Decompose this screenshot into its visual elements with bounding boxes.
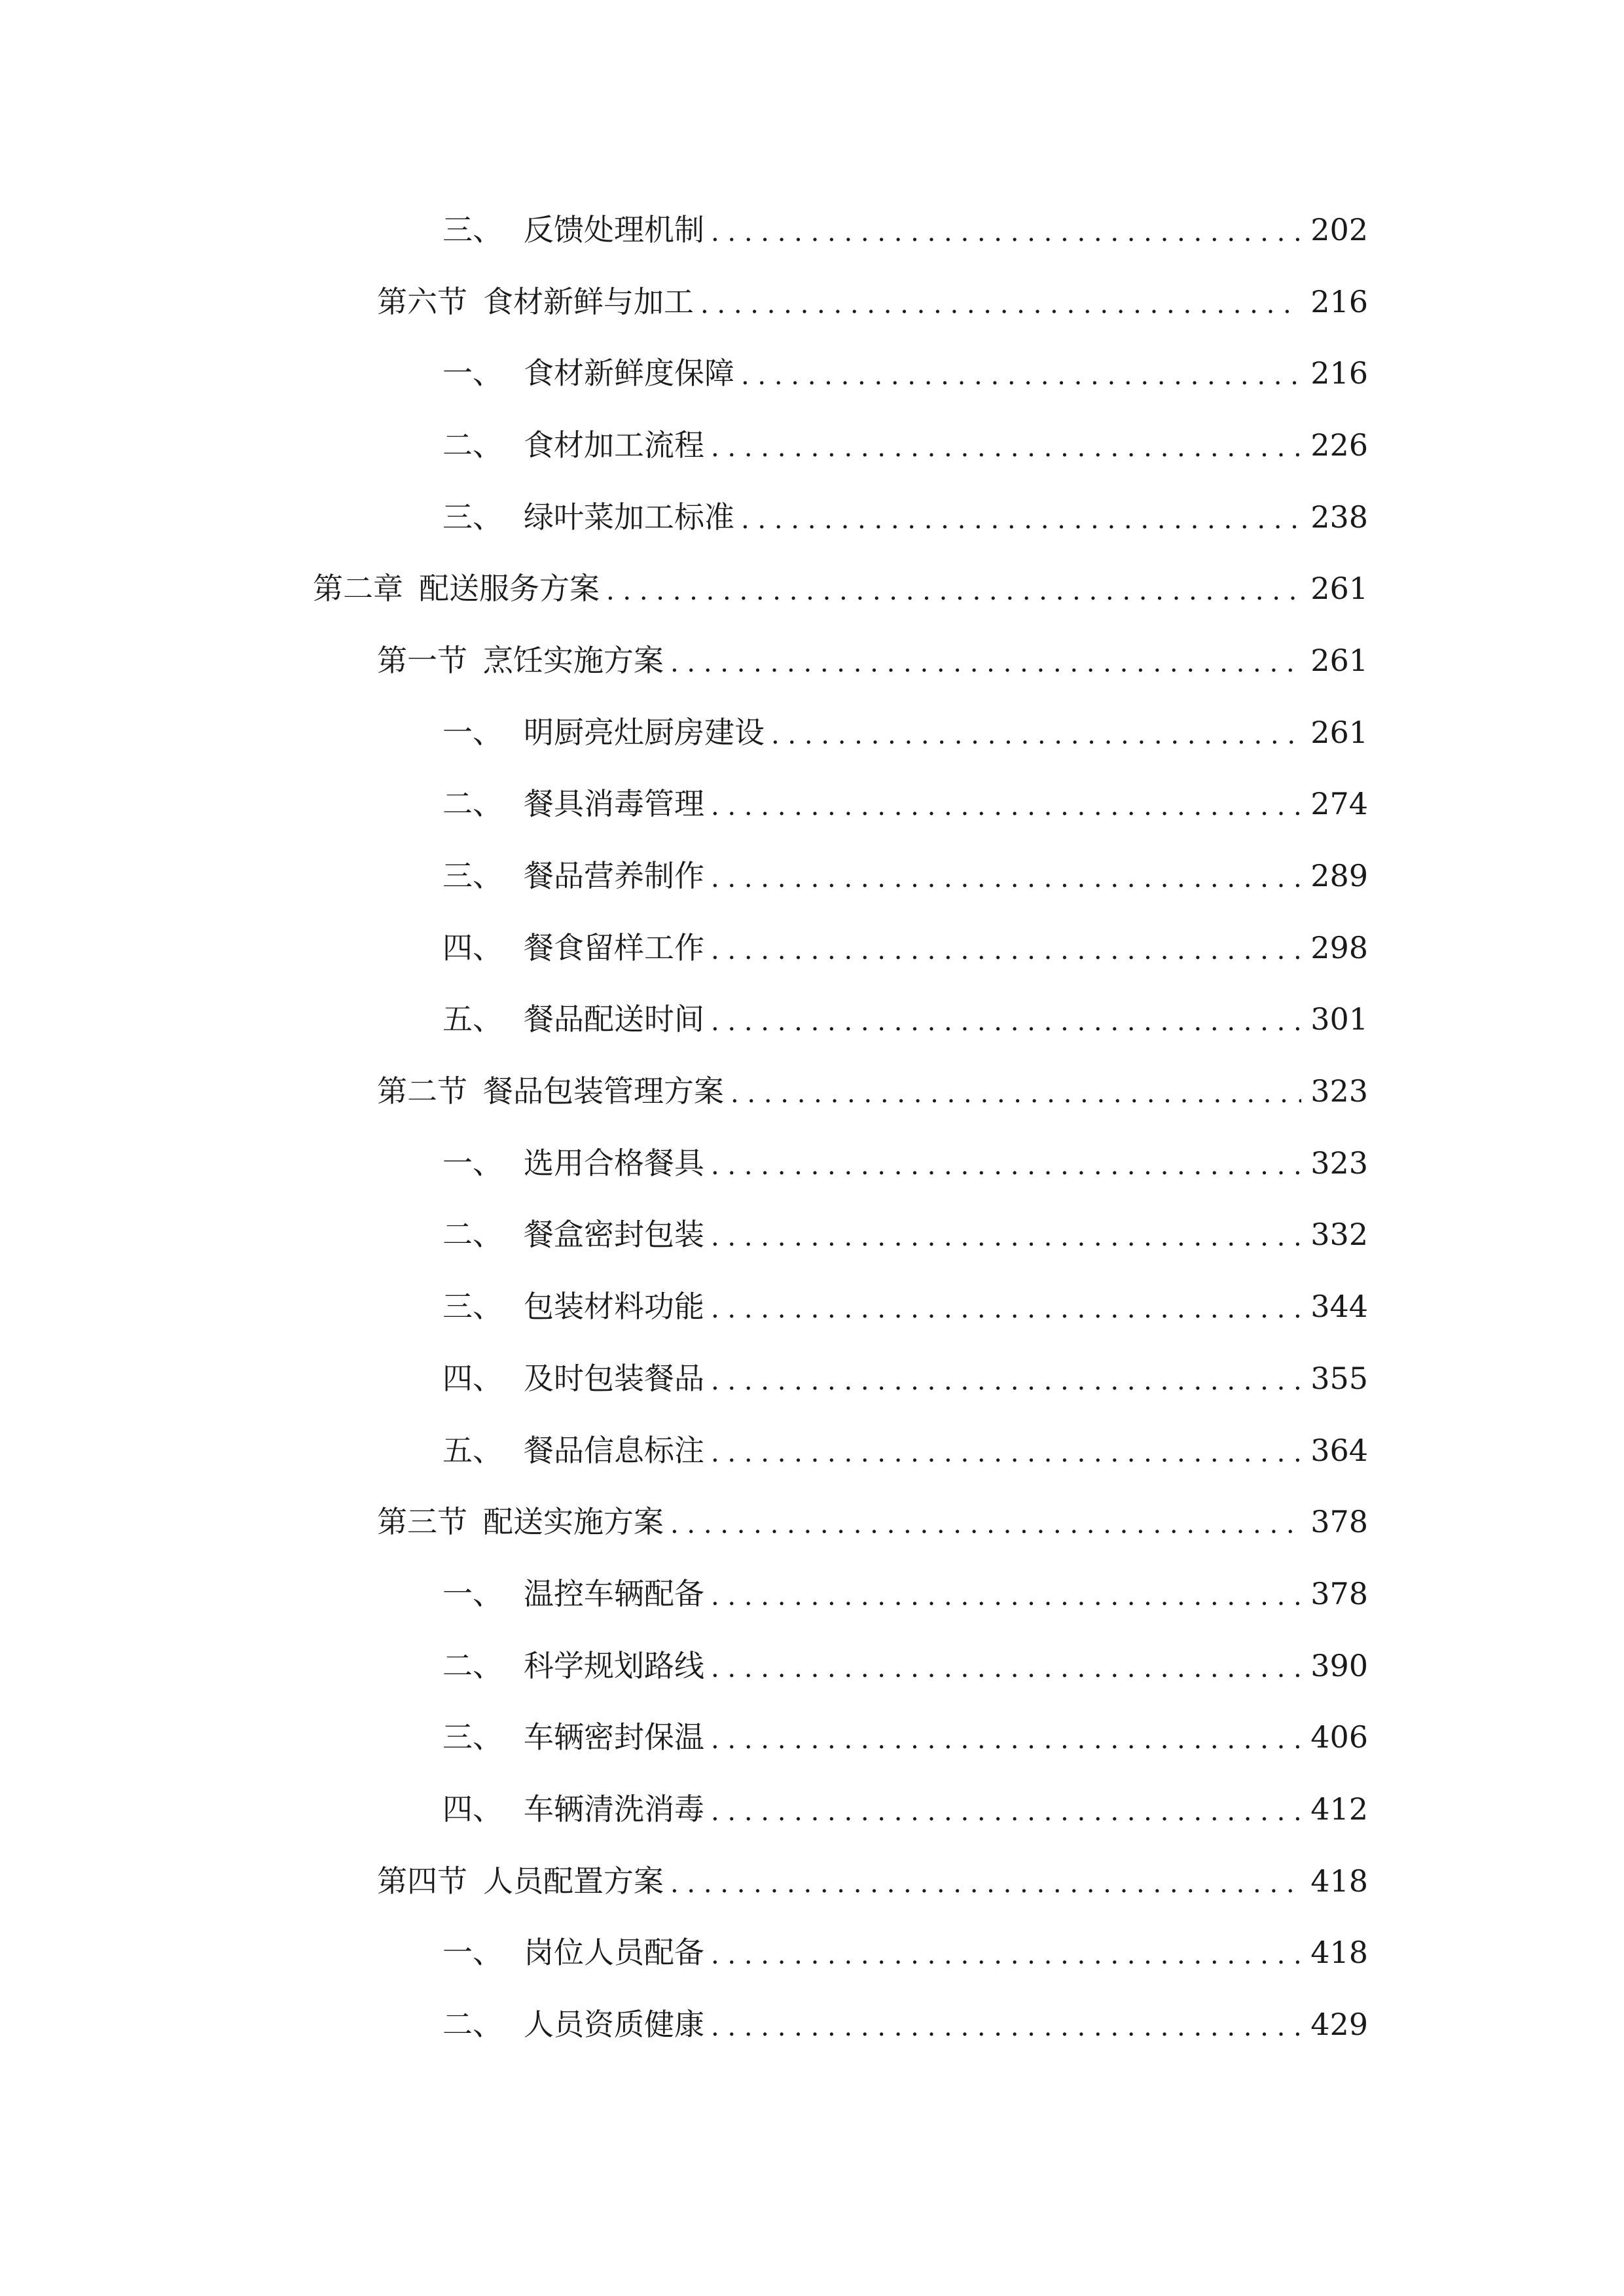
toc-entry-page-number: 323: [1310, 1145, 1368, 1181]
toc-entry-page-number: 429: [1310, 2007, 1368, 2043]
toc-entry-page-number: 216: [1310, 355, 1368, 391]
toc-entry[interactable]: [0, 337, 1624, 409]
toc-entry-content: [442, 929, 1368, 965]
toc-entry-content: [442, 1432, 1368, 1468]
toc-entry[interactable]: [0, 1270, 1624, 1342]
toc-entry-content: [442, 1360, 1368, 1396]
toc-entry-content: [442, 1001, 1368, 1037]
toc-entry-number: 三、: [442, 858, 503, 894]
toc-entry-page-number: 298: [1310, 929, 1368, 965]
toc-entry-number: 一、: [442, 1575, 503, 1611]
toc-entry-title: 科学规划路线: [524, 1647, 704, 1683]
dot-leader: [606, 578, 1301, 604]
toc-entry-title: 温控车辆配备: [524, 1575, 704, 1611]
toc-entry-content: [442, 1289, 1368, 1325]
toc-entry-title: 餐品信息标注: [524, 1432, 704, 1468]
toc-entry-title: 餐食留样工作: [524, 929, 704, 965]
toc-entry-title: 绿叶菜加工标准: [524, 499, 734, 535]
dot-leader: [711, 1296, 1301, 1322]
toc-entry-title: 人员资质健康: [524, 2007, 704, 2043]
toc-entry[interactable]: [0, 1127, 1624, 1199]
toc-entry-content: [377, 1863, 1368, 1899]
toc-entry-number: 第三节: [377, 1504, 467, 1540]
toc-entry-number: 三、: [442, 1289, 503, 1325]
toc-entry-number: 四、: [442, 1791, 503, 1827]
toc-entry-page-number: 406: [1310, 1719, 1368, 1755]
toc-entry-page-number: 323: [1310, 1073, 1368, 1109]
toc-entry-page-number: 202: [1310, 211, 1368, 247]
toc-entry-title: 反馈处理机制: [524, 211, 704, 247]
toc-entry-page-number: 301: [1310, 1001, 1368, 1037]
table-of-contents: [0, 194, 1624, 2060]
toc-entry-title: 餐品配送时间: [524, 1001, 704, 1037]
dot-leader: [711, 1368, 1301, 1394]
toc-entry-title: 车辆清洗消毒: [524, 1791, 704, 1827]
toc-entry-title: 餐品营养制作: [524, 858, 704, 894]
toc-entry[interactable]: [0, 1199, 1624, 1271]
toc-entry-content: [442, 858, 1368, 894]
dot-leader: [711, 2014, 1301, 2040]
toc-entry-content: [442, 427, 1368, 463]
toc-entry-content: [377, 283, 1368, 319]
toc-entry-page-number: 238: [1310, 499, 1368, 535]
toc-entry-number: 五、: [442, 1432, 503, 1468]
toc-entry-number: 一、: [442, 1935, 503, 1971]
toc-entry-page-number: 289: [1310, 858, 1368, 894]
dot-leader: [711, 219, 1301, 245]
toc-entry-title: 餐具消毒管理: [524, 786, 704, 822]
toc-entry-page-number: 261: [1310, 642, 1368, 678]
toc-entry-title: 岗位人员配备: [524, 1935, 704, 1971]
toc-entry[interactable]: [0, 552, 1624, 624]
toc-entry-title: 食材新鲜与加工: [483, 283, 694, 319]
toc-entry-title: 食材新鲜度保障: [524, 355, 734, 391]
toc-entry-content: [442, 211, 1368, 247]
dot-leader: [731, 1081, 1301, 1107]
dot-leader: [711, 435, 1301, 461]
toc-entry-number: 四、: [442, 929, 503, 965]
toc-entry-content: [377, 642, 1368, 678]
dot-leader: [771, 722, 1301, 748]
dot-leader: [711, 1583, 1301, 1609]
toc-entry-content: [442, 714, 1368, 750]
toc-entry-content: [442, 1935, 1368, 1971]
toc-entry-number: 三、: [442, 211, 503, 247]
toc-entry[interactable]: [0, 1414, 1624, 1486]
dot-leader: [700, 291, 1301, 317]
toc-entry-number: 三、: [442, 1719, 503, 1755]
toc-entry-content: [442, 355, 1368, 391]
toc-entry[interactable]: [0, 1630, 1624, 1702]
toc-entry-number: 五、: [442, 1001, 503, 1037]
toc-entry[interactable]: [0, 840, 1624, 912]
toc-entry-number: 第一节: [377, 642, 467, 678]
toc-entry[interactable]: [0, 1773, 1624, 1845]
toc-entry-page-number: 378: [1310, 1575, 1368, 1611]
toc-entry-content: [442, 1575, 1368, 1611]
toc-entry-number: 二、: [442, 2007, 503, 2043]
dot-leader: [711, 937, 1301, 963]
toc-entry-title: 餐品包装管理方案: [483, 1073, 724, 1109]
toc-entry-title: 车辆密封保温: [524, 1719, 704, 1755]
toc-entry-number: 三、: [442, 499, 503, 535]
dot-leader: [711, 1440, 1301, 1466]
dot-leader: [670, 1511, 1301, 1537]
toc-entry-page-number: 412: [1310, 1791, 1368, 1827]
toc-entry[interactable]: [0, 984, 1624, 1056]
toc-entry-content: [442, 786, 1368, 822]
dot-leader: [711, 1727, 1301, 1753]
toc-entry[interactable]: [0, 912, 1624, 984]
toc-entry-content: [377, 1504, 1368, 1540]
toc-entry[interactable]: [0, 696, 1624, 768]
toc-entry-page-number: 378: [1310, 1504, 1368, 1540]
toc-entry-number: 一、: [442, 355, 503, 391]
toc-entry-page-number: 418: [1310, 1863, 1368, 1899]
toc-entry-number: 一、: [442, 1145, 503, 1181]
toc-entry-number: 第四节: [377, 1863, 467, 1899]
toc-entry-title: 配送服务方案: [419, 571, 600, 607]
toc-entry-content: [442, 2007, 1368, 2043]
toc-entry-title: 人员配置方案: [483, 1863, 664, 1899]
toc-entry[interactable]: [0, 266, 1624, 338]
dot-leader: [711, 1009, 1301, 1035]
toc-entry-title: 明厨亮灶厨房建设: [524, 714, 765, 750]
toc-entry-content: [442, 1217, 1368, 1253]
toc-entry-page-number: 390: [1310, 1647, 1368, 1683]
toc-entry-number: 二、: [442, 1647, 503, 1683]
toc-entry-title: 餐盒密封包装: [524, 1217, 704, 1253]
toc-entry-page-number: 216: [1310, 283, 1368, 319]
dot-leader: [711, 865, 1301, 891]
toc-entry[interactable]: [0, 1701, 1624, 1773]
toc-entry-page-number: 274: [1310, 786, 1368, 822]
toc-entry-number: 第二节: [377, 1073, 467, 1109]
toc-entry-content: [442, 1719, 1368, 1755]
toc-entry[interactable]: [0, 1342, 1624, 1414]
toc-entry-number: 二、: [442, 786, 503, 822]
dot-leader: [711, 1942, 1301, 1968]
toc-entry-page-number: 364: [1310, 1432, 1368, 1468]
dot-leader: [670, 1871, 1301, 1897]
dot-leader: [711, 793, 1301, 819]
toc-entry[interactable]: [0, 624, 1624, 696]
toc-entry-content: [442, 1145, 1368, 1181]
dot-leader: [670, 650, 1301, 676]
toc-entry-page-number: 226: [1310, 427, 1368, 463]
toc-entry[interactable]: [0, 194, 1624, 266]
toc-entry-number: 二、: [442, 1217, 503, 1253]
toc-entry-number: 一、: [442, 714, 503, 750]
toc-entry[interactable]: [0, 1558, 1624, 1630]
toc-entry-content: [313, 571, 1368, 607]
toc-entry-content: [442, 1791, 1368, 1827]
toc-entry-content: [442, 1647, 1368, 1683]
toc-entry-page-number: 418: [1310, 1935, 1368, 1971]
toc-entry-page-number: 332: [1310, 1217, 1368, 1253]
dot-leader: [741, 363, 1301, 389]
toc-entry[interactable]: [0, 1917, 1624, 1989]
toc-entry-page-number: 344: [1310, 1289, 1368, 1325]
toc-entry[interactable]: [0, 481, 1624, 553]
toc-entry-title: 配送实施方案: [483, 1504, 664, 1540]
toc-entry-title: 及时包装餐品: [524, 1360, 704, 1396]
toc-entry-number: 第二章: [313, 571, 403, 607]
toc-entry[interactable]: [0, 1486, 1624, 1558]
toc-entry-title: 烹饪实施方案: [483, 642, 664, 678]
toc-entry-number: 二、: [442, 427, 503, 463]
toc-entry[interactable]: [0, 768, 1624, 840]
toc-entry[interactable]: [0, 409, 1624, 481]
toc-entry-content: [377, 1073, 1368, 1109]
toc-entry-title: 选用合格餐具: [524, 1145, 704, 1181]
toc-entry-page-number: 261: [1310, 714, 1368, 750]
toc-entry-title: 包装材料功能: [524, 1289, 704, 1325]
toc-entry[interactable]: [0, 1845, 1624, 1917]
dot-leader: [711, 1655, 1301, 1681]
toc-entry-page-number: 261: [1310, 571, 1368, 607]
dot-leader: [711, 1224, 1301, 1250]
dot-leader: [711, 1153, 1301, 1179]
toc-entry[interactable]: [0, 1055, 1624, 1127]
toc-entry-number: 第六节: [377, 283, 467, 319]
toc-entry-content: [442, 499, 1368, 535]
toc-entry-title: 食材加工流程: [524, 427, 704, 463]
dot-leader: [741, 507, 1301, 533]
dot-leader: [711, 1799, 1301, 1825]
toc-entry-number: 四、: [442, 1360, 503, 1396]
toc-entry-page-number: 355: [1310, 1360, 1368, 1396]
toc-entry[interactable]: [0, 1988, 1624, 2060]
